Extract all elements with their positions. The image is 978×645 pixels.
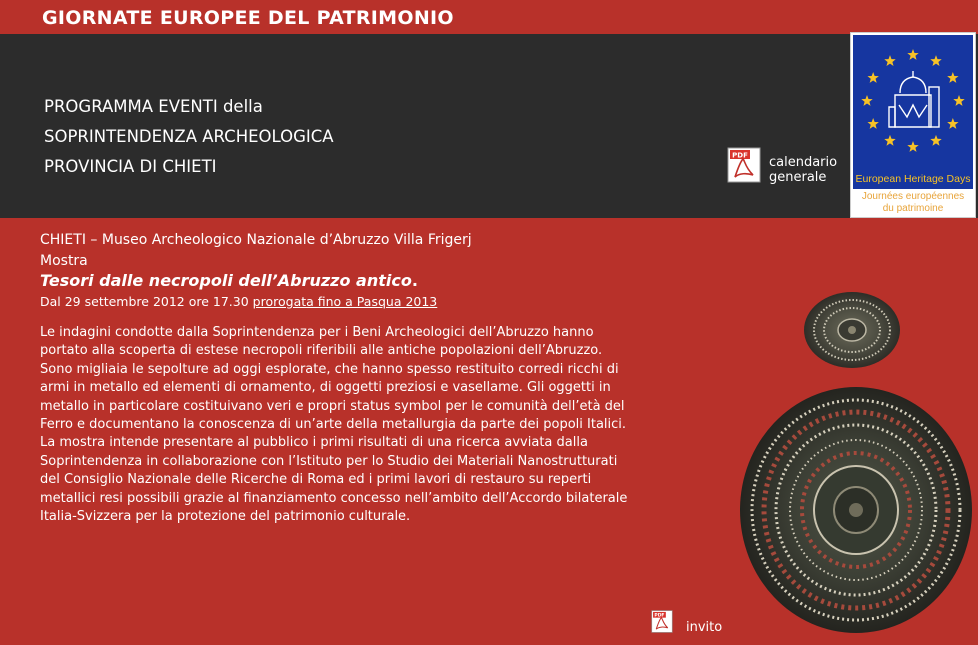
bronze-disc-large-image [738,385,974,635]
pdf-icon[interactable] [651,610,673,633]
star-icon [861,95,872,106]
logo-text-french [853,191,973,215]
exhibition-title-suffix: . [411,271,418,290]
description-paragraph: Le indagini condotte dalla Soprintendenza per i Beni Archeologici dell’Abruzzo hanno portato alla scoperta di estese necropoli riferibili alle antiche popolazioni dell’Abruzzo. [40,325,603,359]
site-title: GIORNATE EUROPEE DEL PATRIMONIO [42,7,454,29]
star-circle-icon [853,35,973,169]
calendar-link-line: calendario [769,155,838,170]
star-icon [867,72,878,83]
star-icon [907,141,918,152]
extension-link[interactable]: prorogata fino a Pasqua 2013 [252,294,438,309]
event-dates-text: Dal 29 settembre 2012 ore 17.30 [40,294,253,309]
program-title-line: PROVINCIA DI CHIETI [44,157,217,176]
description-paragraph: Sono migliaia le sepolture ad oggi esplorate, che hanno spesso restituito corredi ricchi di armi in metallo ed elementi di ornamento, di oggetti preziosi e vasellame. Gli oggetti in metallo in particolare costituivano veri e propri status symbol per le comunità dell’età del Ferro e documentano la conoscenza di un’arte della metallurgia da parte dei popoli Italici. [40,361,627,433]
invite-link[interactable]: invito [686,620,723,635]
star-icon [953,95,964,106]
star-icon [930,135,941,146]
calendar-link[interactable] [769,155,837,185]
star-icon [930,55,941,66]
top-bar [0,0,978,34]
event-type: Mostra [40,253,88,269]
exhibition-title [40,270,640,292]
logo-text-english: European Heritage Days [853,169,973,189]
program-title-line: SOPRINTENDENZA ARCHEOLOGICA [44,127,334,146]
star-icon [884,55,895,66]
star-icon [867,118,878,129]
program-title-line: PROGRAMMA EVENTI della [44,97,263,116]
logo-text-french-line: du patrimoine [882,203,944,214]
bronze-disc-small-image [802,290,902,370]
star-icon [947,72,958,83]
calendar-link-line: generale [769,170,827,185]
logo-text-french-line: Journées européennes [861,191,965,202]
pdf-icon[interactable] [727,147,761,183]
event-location: CHIETI – Museo Archeologico Nazionale d’Abruzzo Villa Frigerj [40,232,472,248]
star-icon [947,118,958,129]
event-content [40,231,640,526]
svg-text:PDF: PDF [654,613,665,619]
event-dates [40,294,640,310]
exhibition-title-text: Tesori dalle necropoli dell’Abruzzo antico [40,271,412,290]
european-heritage-days-logo [850,32,976,218]
logo-blue-field [853,35,973,169]
description-paragraph: La mostra intende presentare al pubblico i primi risultati di una ricerca avviata dalla Soprintendenza in collaborazione con l’Istituto per lo Studio dei Materiali Nanostrutturati del Consiglio Nazionale delle Ricerche di Roma ed i primi lavori di restauro su reperti metallici resi possibili grazie al finanziamento concesso nell’ambito dell’Accordo bilaterale Italia-Svizzera per la protezione del patrimonio culturale. [40,435,628,525]
star-icon [884,135,895,146]
event-description [40,324,630,526]
star-icon [907,49,918,60]
svg-text:PDF: PDF [732,151,748,160]
program-title [44,92,334,182]
